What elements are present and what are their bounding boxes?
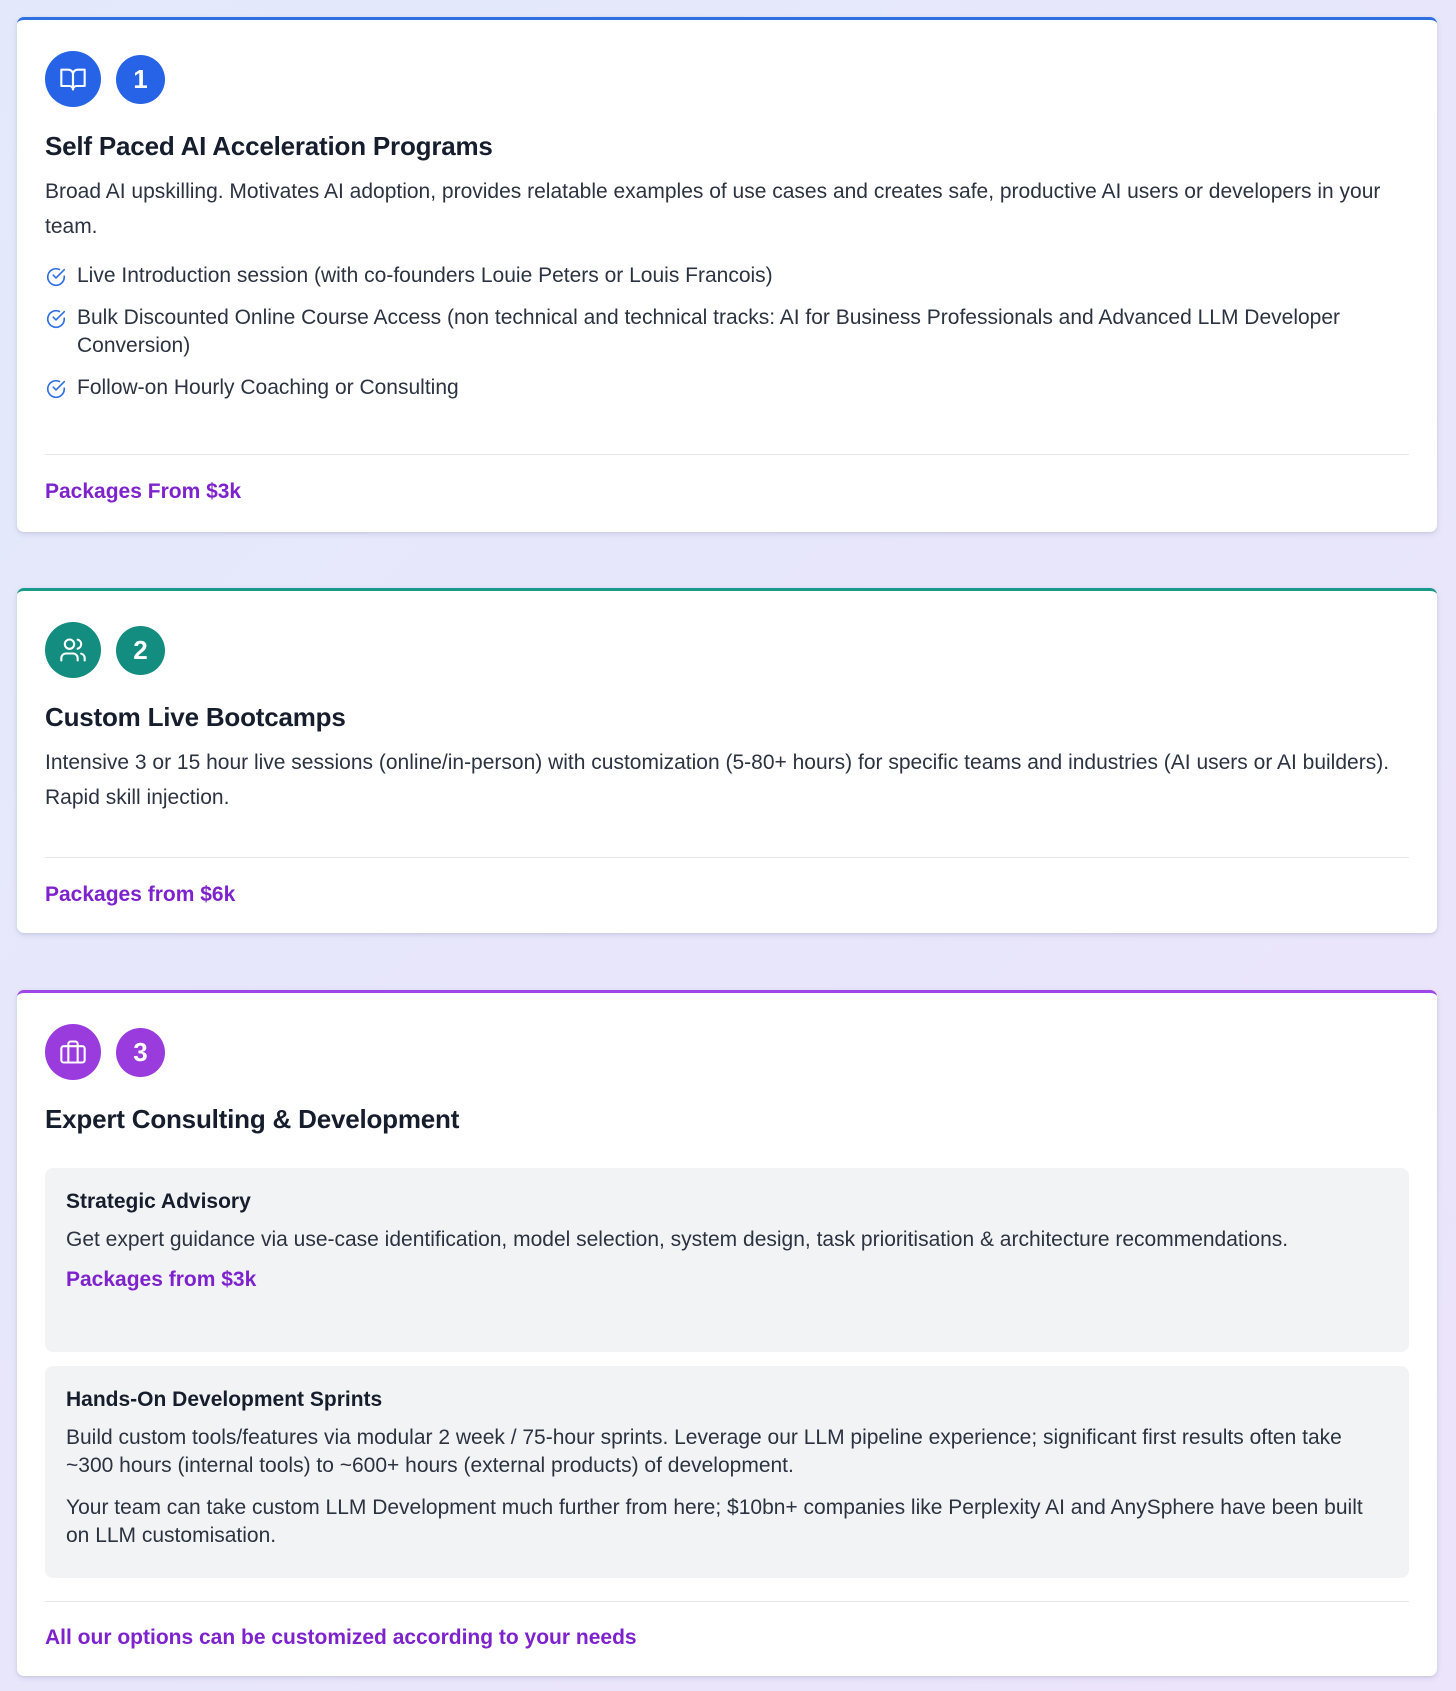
card-live-bootcamps bbox=[17, 588, 1437, 933]
feature-item bbox=[45, 262, 1409, 290]
feature-text: Follow-on Hourly Coaching or Consulting bbox=[77, 376, 459, 399]
section-text: Build custom tools/features via modular 2 week / 75-hour sprints. Leverage our LLM pipeline experience; significant first results often take ~300 hours (internal tools) to ~600+ hours (external products) of development. bbox=[66, 1426, 1342, 1477]
card-title: Expert Consulting & Development bbox=[45, 1104, 460, 1134]
check-circle-icon bbox=[45, 308, 67, 330]
feature-text: Bulk Discounted Online Course Access (non technical and technical tracks: AI for Business Professionals and Advanced LLM Developer Conversion) bbox=[77, 306, 1341, 357]
users-icon bbox=[45, 622, 101, 678]
card-divider bbox=[45, 857, 1409, 858]
step-number-badge: 3 bbox=[116, 1028, 165, 1077]
feature-text: Live Introduction session (with co-founders Louie Peters or Louis Francois) bbox=[77, 264, 773, 287]
check-circle-icon bbox=[45, 378, 67, 400]
card-title: Self Paced AI Acceleration Programs bbox=[45, 131, 493, 161]
packages-price-link[interactable]: Packages from $6k bbox=[45, 883, 236, 906]
section-title: Strategic Advisory bbox=[66, 1190, 251, 1213]
check-circle-icon bbox=[45, 266, 67, 288]
section-title: Hands-On Development Sprints bbox=[66, 1388, 383, 1411]
packages-price-link[interactable]: Packages From $3k bbox=[45, 480, 242, 503]
section-text: Your team can take custom LLM Development much further from here; $10bn+ companies like Perplexity AI and AnySphere have been built on LLM customisation. bbox=[66, 1496, 1363, 1547]
card-divider bbox=[45, 454, 1409, 455]
feature-item bbox=[45, 304, 1409, 360]
card-description: Broad AI upskilling. Motivates AI adoption, provides relatable examples of use cases and creates safe, productive AI users or developers in your team. bbox=[45, 180, 1381, 238]
strategic-advisory-box bbox=[45, 1168, 1409, 1352]
step-number-badge: 2 bbox=[116, 626, 165, 675]
feature-list bbox=[45, 262, 1409, 402]
development-sprints-box bbox=[45, 1366, 1409, 1578]
book-open-icon bbox=[45, 51, 101, 107]
briefcase-icon bbox=[45, 1024, 101, 1080]
feature-item bbox=[45, 374, 1409, 402]
card-self-paced-programs bbox=[17, 17, 1437, 532]
customization-note-link[interactable]: All our options can be customized according to your needs bbox=[45, 1626, 637, 1649]
card-divider bbox=[45, 1601, 1409, 1602]
step-number-badge: 1 bbox=[116, 55, 165, 104]
card-description: Intensive 3 or 15 hour live sessions (online/in-person) with customization (5-80+ hours) for specific teams and industries (AI users or AI builders). Rapid skill injection. bbox=[45, 751, 1390, 809]
card-badges bbox=[45, 622, 1409, 678]
section-text: Get expert guidance via use-case identification, model selection, system design, task prioritisation & architecture recommendations. bbox=[66, 1228, 1289, 1251]
card-badges bbox=[45, 51, 1409, 107]
packages-price-link[interactable]: Packages from $3k bbox=[66, 1268, 257, 1291]
card-title: Custom Live Bootcamps bbox=[45, 702, 346, 732]
card-expert-consulting bbox=[17, 990, 1437, 1676]
card-badges bbox=[45, 1024, 1409, 1080]
